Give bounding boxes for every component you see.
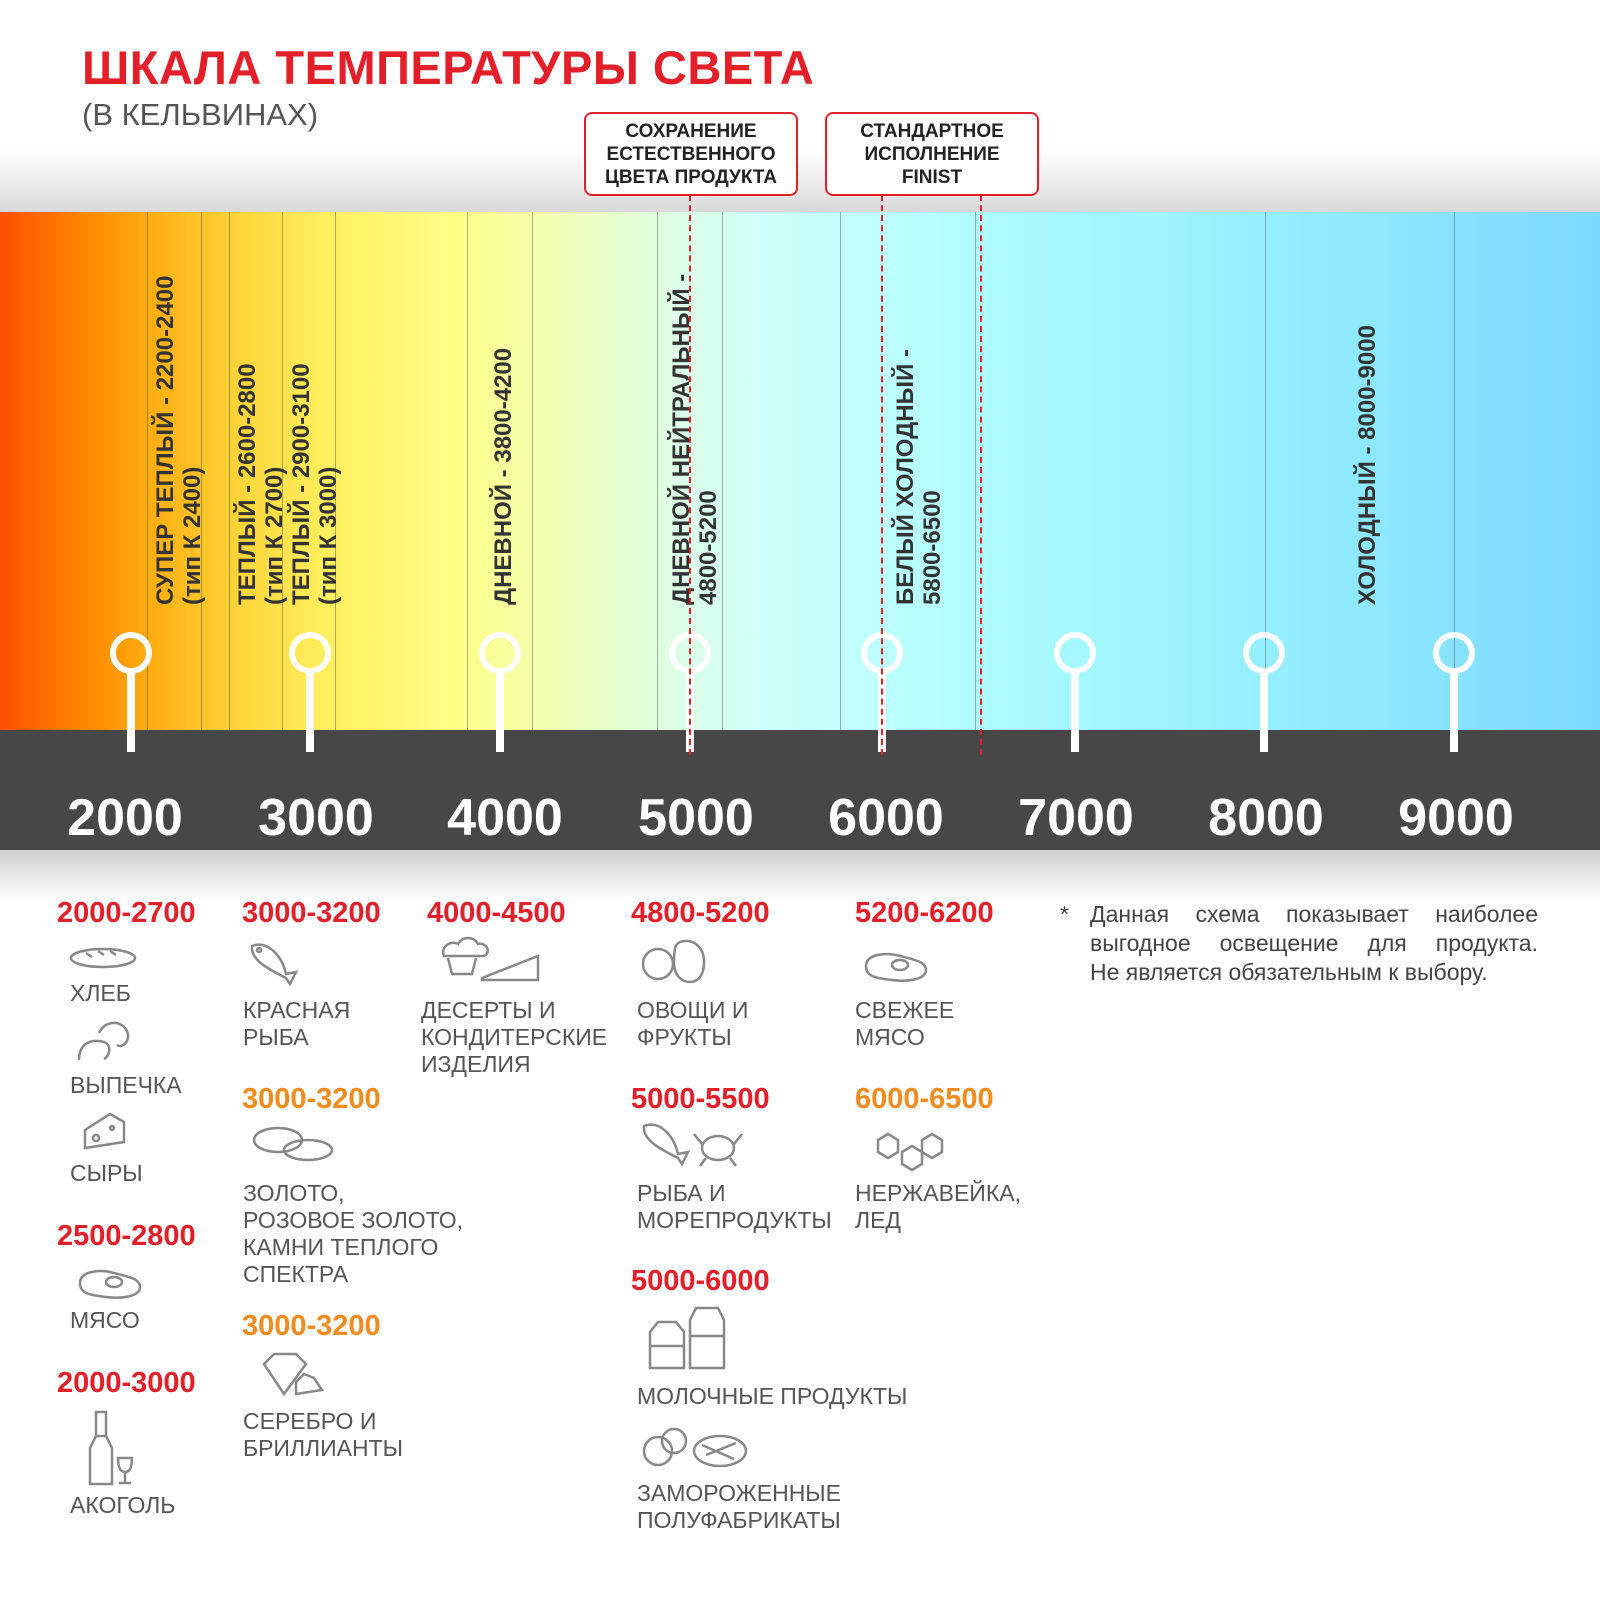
range-label: 6000-6500 [855,1083,994,1115]
milk-icon [648,1306,734,1375]
bread-icon [68,945,138,976]
item-label: АКОГОЛЬ [70,1492,176,1518]
cheese-icon [80,1110,128,1157]
zone-label-warm-3000: ТЕПЛЫЙ - 2900-3100 (тип К 3000) [288,363,342,605]
zone-label-cool-white: БЕЛЫЙ ХОЛОДНЫЙ - 5800-6500 [892,349,946,605]
tick-label: 9000 [1398,789,1514,847]
zone-divider [467,212,468,730]
fish-icon [248,940,300,993]
page-title: ШКАЛА ТЕМПЕРАТУРЫ СВЕТА [82,41,815,94]
item-label: СВЕЖЕЕ МЯСО [855,997,955,1050]
seafood-icon [640,1120,744,1179]
croissant-icon [74,1015,134,1070]
range-label: 2500-2800 [57,1220,196,1252]
item-label: МОЛОЧНЫЕ ПРОДУКТЫ [637,1383,908,1409]
callout-natural-color: СОХРАНЕНИЕ ЕСТЕСТВЕННОГО ЦВЕТА ПРОДУКТА [584,112,798,196]
zone-label-super-warm: СУПЕР ТЕПЛЫЙ - 2200-2400 (тип К 2400) [152,275,206,605]
zone-divider [840,212,841,730]
disclaimer-note [1060,900,1538,987]
range-label: 3000-3200 [242,1083,381,1115]
alcohol-bottle-icon [88,1410,138,1491]
zone-divider [975,212,976,730]
fruits-vegetables-icon [640,932,710,989]
range-label: 5000-6000 [631,1265,770,1297]
dessert-cake-icon [438,930,548,995]
asterisk: * [1060,901,1069,927]
zone-label-cold: ХОЛОДНЫЙ - 8000-9000 [1354,325,1381,605]
zone-divider [229,212,230,730]
tick-label: 4000 [447,789,563,847]
rings-icon [252,1122,336,1169]
bottom-shadow [0,850,1600,900]
finist-range-end-line [980,195,982,755]
tick-label: 7000 [1018,789,1134,847]
range-label: 3000-3200 [242,897,381,929]
zone-label-warm-2700: ТЕПЛЫЙ - 2600-2800 (тип К 2700) [234,363,288,605]
range-label: 5200-6200 [855,897,994,929]
range-label: 2000-2700 [57,897,196,929]
note-line: выгодное освещение для продукта. [1090,930,1538,956]
item-label: НЕРЖАВЕЙКА, ЛЕД [855,1180,1021,1233]
page-subtitle: (В КЕЛЬВИНАХ) [82,97,319,132]
item-label: СЫРЫ [70,1160,143,1186]
item-label: ЗАМОРОЖЕННЫЕ ПОЛУФАБРИКАТЫ [637,1480,842,1533]
note-line: Данная схема показывает наиболее [1090,901,1538,927]
range-label: 3000-3200 [242,1310,381,1342]
zone-divider [722,212,723,730]
note-line: Не является обязательным к выбору. [1090,959,1488,985]
top-shadow [0,150,1600,212]
frozen-food-icon [640,1425,750,1476]
item-label: ЗОЛОТО, РОЗОВОЕ ЗОЛОТО, КАМНИ ТЕПЛОГО СПЕКТРА [243,1180,463,1287]
zone-divider [657,212,658,730]
range-label: 4000-4500 [427,897,566,929]
ice-cubes-icon [874,1130,944,1177]
item-label: ОВОЩИ И ФРУКТЫ [637,997,749,1050]
item-label: РЫБА И МОРЕПРОДУКТЫ [637,1180,832,1233]
range-label: 5000-5500 [631,1083,770,1115]
item-label: СЕРЕБРО И БРИЛЛИАНТЫ [243,1408,404,1461]
tick-label: 2000 [67,789,183,847]
tick-label: 6000 [828,789,944,847]
item-label: ДЕСЕРТЫ И КОНДИТЕРСКИЕ ИЗДЕЛИЯ [421,997,608,1077]
range-label: 4800-5200 [631,897,770,929]
item-label: ХЛЕБ [70,980,131,1006]
zone-label-daylight-neutral: ДНЕВНОЙ НЕЙТРАЛЬНЫЙ - 4800-5200 [668,273,722,605]
finist-range-start-line [881,195,883,755]
tick-label: 8000 [1208,789,1324,847]
zone-divider [532,212,533,730]
diamond-icon [262,1352,326,1403]
zone-label-daylight: ДНЕВНОЙ - 3800-4200 [490,347,517,605]
meat-icon [74,1265,144,1306]
tick-label: 5000 [638,789,754,847]
item-label: ВЫПЕЧКА [70,1072,182,1098]
natural-color-marker-line [689,195,691,755]
range-label: 2000-3000 [57,1367,196,1399]
item-label: КРАСНАЯ РЫБА [243,997,351,1050]
fresh-meat-icon [860,948,930,989]
tick-label: 3000 [258,789,374,847]
item-label: МЯСО [70,1307,140,1333]
callout-finist-standard: СТАНДАРТНОЕ ИСПОЛНЕНИЕ FINIST [825,112,1039,196]
